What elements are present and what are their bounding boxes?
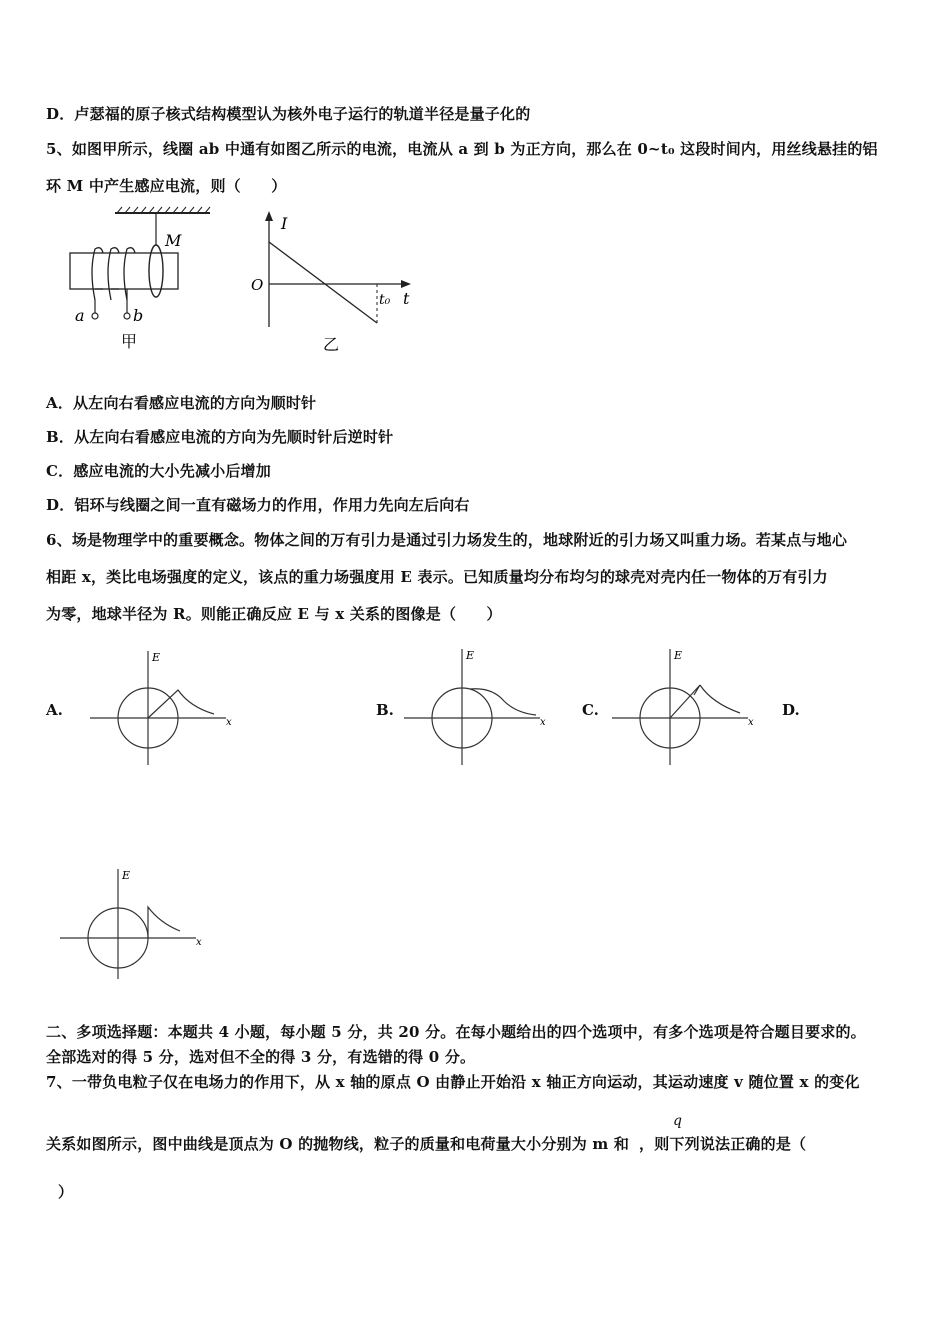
q7-stem-line2-text: 关系如图所示，图中曲线是顶点为 O 的抛物线，粒子的质量和电荷量大小分别为 m 和 (46, 1135, 630, 1153)
figure-yi (245, 205, 425, 355)
q7-stem-line3: ） (58, 1183, 74, 1201)
section2-line2: 全部选对的得 5 分，选对但不全的得 3 分，有选错的得 0 分。 (46, 1048, 476, 1066)
q6-option-a-label: A. (46, 701, 63, 719)
caption-jia: 甲 (121, 332, 138, 351)
graph-option-b (400, 645, 560, 770)
q7-stem-line1: 7、一带负电粒子仅在电场力的作用下，从 x 轴的原点 O 由静止开始沿 x 轴正方向运动，其运动速度 v 随位置 x 的变化 (46, 1073, 860, 1091)
q7-stem-line2 (46, 1133, 806, 1154)
graph-d-axis-x: x (196, 937, 202, 948)
q4-option-d: D．卢瑟福的原子核式结构模型认为核外电子运行的轨道半径是量子化的 (46, 105, 531, 123)
label-M: M (165, 231, 182, 250)
q5-option-a: A．从左向右看感应电流的方向为顺时针 (46, 394, 317, 412)
q5-option-b: B．从左向右看感应电流的方向为先顺时针后逆时针 (46, 428, 394, 446)
q7-charge-symbol: q (673, 1113, 682, 1129)
caption-yi: 乙 (323, 335, 340, 354)
q6-stem-line1: 6、场是物理学中的重要概念。物体之间的万有引力是通过引力场发生的，地球附近的引力场又叫重力场。若某点与地心 (46, 531, 848, 549)
graph-option-d (56, 865, 216, 985)
graph-b-axis-E: E (466, 649, 475, 662)
graph-option-c (608, 645, 768, 770)
label-b: b (133, 306, 144, 325)
graph-a-axis-x: x (226, 717, 232, 728)
q6-option-c-label: C. (582, 701, 599, 719)
q5-option-d: D．铝环与线圈之间一直有磁场力的作用，作用力先向左后向右 (46, 496, 470, 514)
label-t0: t₀ (379, 292, 391, 308)
section2-line1: 二、多项选择题：本题共 4 小题，每小题 5 分，共 20 分。在每小题给出的四个选项中，有多个选项是符合题目要求的。 (46, 1023, 866, 1041)
graph-b-axis-x: x (540, 717, 546, 728)
graph-d-axis-E: E (122, 869, 131, 882)
q5-stem-line1: 5、如图甲所示，线圈 ab 中通有如图乙所示的电流，电流从 a 到 b 为正方向，那么在 0~t₀ 这段时间内，用丝线悬挂的铝 (46, 140, 878, 158)
q6-stem-line3: 为零，地球半径为 R。则能正确反应 E 与 x 关系的图像是（ ） (46, 605, 502, 623)
q5-stem-line2: 环 M 中产生感应电流，则（ ） (46, 177, 287, 195)
label-t: t (403, 289, 410, 308)
q5-option-c: C．感应电流的大小先减小后增加 (46, 462, 271, 480)
graph-option-a (86, 645, 246, 770)
graph-c-axis-x: x (748, 717, 754, 728)
graph-c-axis-E: E (674, 649, 683, 662)
q6-option-d-label: D. (782, 701, 800, 719)
q6-option-b-label: B. (376, 701, 394, 719)
label-a: a (75, 306, 85, 325)
graph-a-axis-E: E (152, 651, 161, 664)
label-I: I (281, 214, 288, 233)
figure-jia (55, 205, 225, 355)
q7-stem-line2-end: ，则下列说法正确的是（ (639, 1135, 807, 1153)
q6-stem-line2: 相距 x，类比电场强度的定义，该点的重力场强度用 E 表示。已知质量均分布均匀的球壳对壳内任一物体的万有引力 (46, 568, 828, 586)
label-O: O (251, 276, 264, 294)
